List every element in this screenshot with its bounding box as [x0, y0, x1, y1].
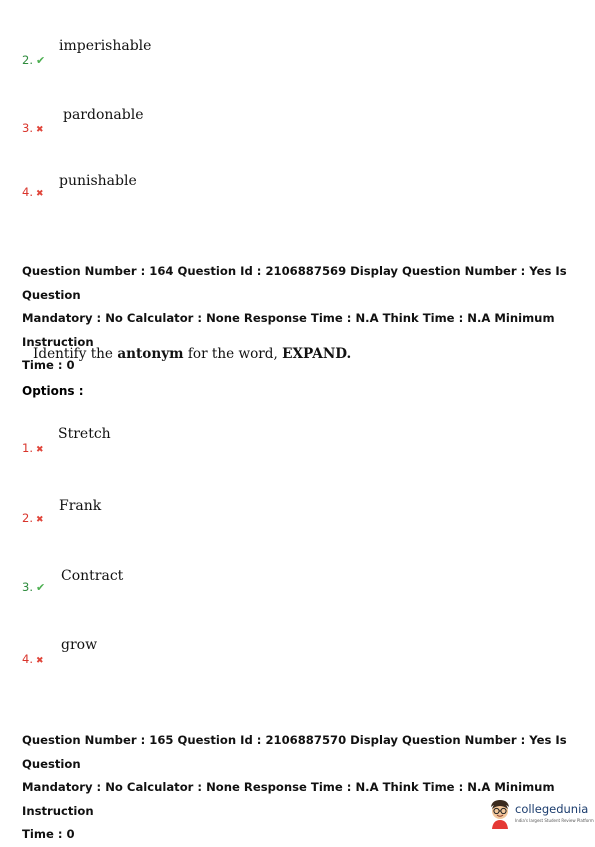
option-item	[22, 173, 322, 203]
logo-name: collegedunia	[515, 802, 589, 816]
question-meta-line: Time : 0	[22, 827, 75, 841]
option-text: pardonable	[63, 107, 144, 123]
option-text: Contract	[61, 568, 124, 584]
mascot-icon	[488, 798, 512, 830]
option-text: Frank	[59, 498, 102, 514]
logo-tagline: India's largest Student Review Platform	[515, 818, 594, 823]
option-number: 1. ✖	[22, 441, 44, 455]
question-meta-line: Mandatory : No Calculator : None Response Time : N.A Think Time : N.A Minimum Instruction	[22, 311, 555, 349]
option-number: 3. ✖	[22, 121, 44, 135]
option-text: imperishable	[59, 38, 152, 54]
cross-icon: ✖	[35, 445, 44, 455]
check-icon: ✔	[35, 54, 46, 67]
option-item	[22, 498, 322, 528]
option-item	[22, 637, 322, 667]
option-text: grow	[61, 637, 98, 653]
question-meta-line: Question Number : 165 Question Id : 2106887570 Display Question Number : Yes Is Question	[22, 733, 567, 771]
option-number: 3. ✔	[22, 580, 46, 594]
option-item	[22, 38, 322, 68]
option-text: Stretch	[58, 426, 111, 442]
option-number: 4. ✖	[22, 185, 44, 199]
collegedunia-logo	[488, 798, 594, 832]
option-item	[22, 568, 322, 598]
question-meta-line: Mandatory : No Calculator : None Response Time : N.A Think Time : N.A Minimum Instruction	[22, 780, 555, 818]
option-number: 4. ✖	[22, 652, 44, 666]
option-item	[22, 426, 322, 456]
question-meta-line: Question Number : 164 Question Id : 2106887569 Display Question Number : Yes Is Question	[22, 264, 567, 302]
option-text: punishable	[59, 173, 137, 189]
option-item	[22, 107, 322, 137]
question-meta-line: Time : 0	[22, 358, 75, 372]
option-number: 2. ✔	[22, 53, 46, 67]
cross-icon: ✖	[35, 515, 44, 525]
cross-icon: ✖	[35, 125, 44, 135]
cross-icon: ✖	[35, 189, 44, 199]
options-label: Options :	[22, 384, 84, 398]
option-number: 2. ✖	[22, 511, 44, 525]
question-text: Identify the antonym for the word, EXPAND.	[33, 346, 352, 362]
cross-icon: ✖	[35, 656, 44, 666]
check-icon: ✔	[35, 581, 46, 594]
